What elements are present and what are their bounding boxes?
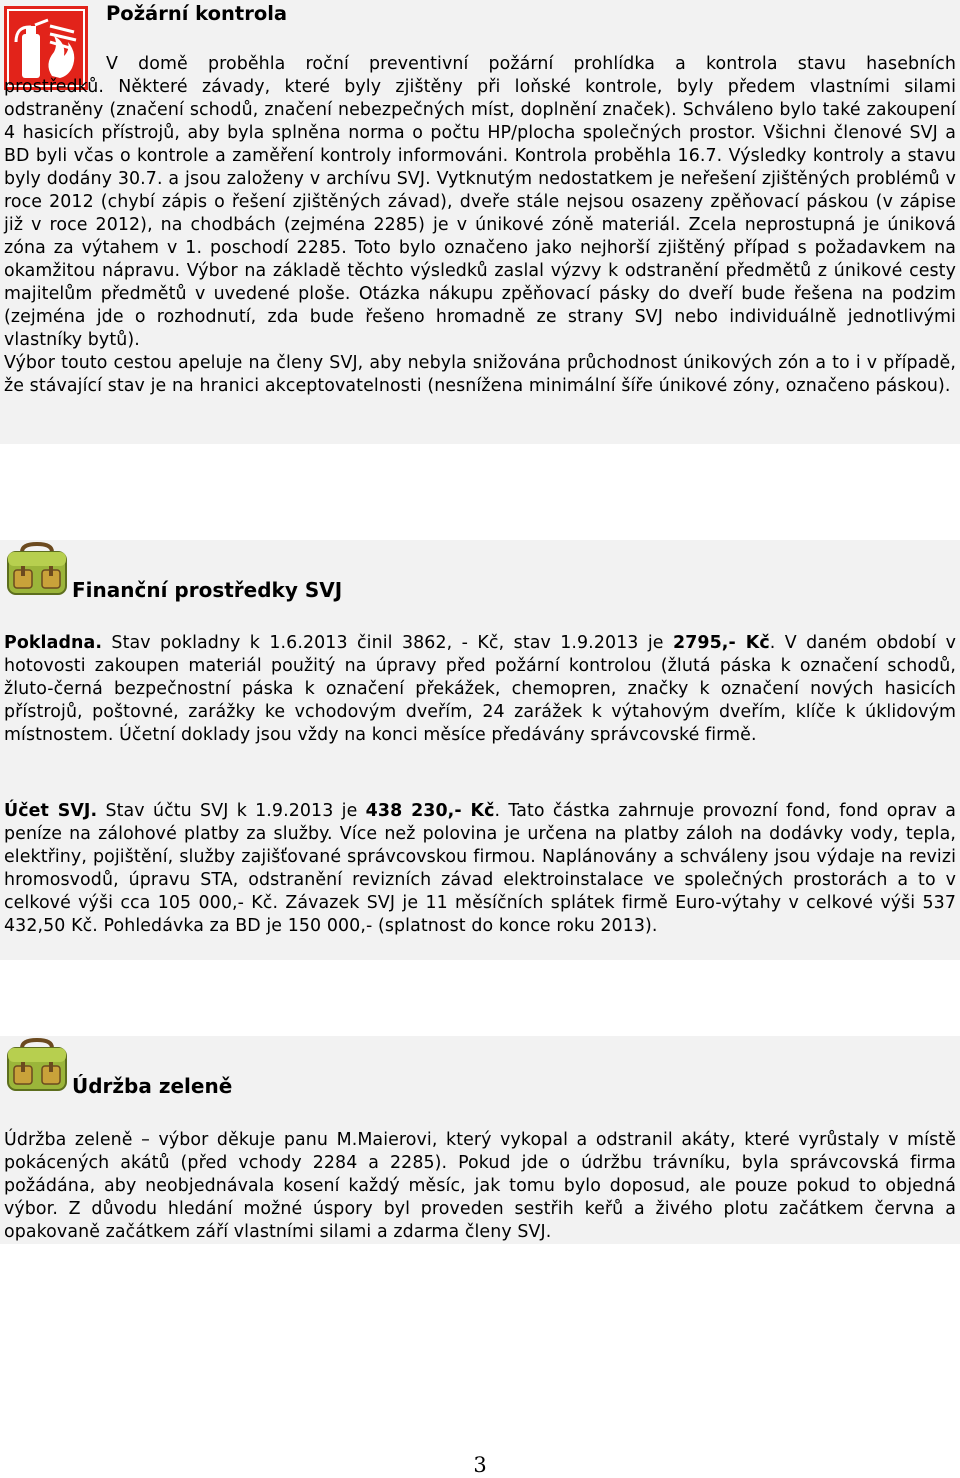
fire-paragraph-first-line: V domě proběhla roční preventivní požární prohlídka a kontrola stavu hasebních <box>106 54 956 74</box>
cash-label: Pokladna. <box>4 633 103 653</box>
cash-text-1: Stav pokladny k 1.6.2013 činil 3862, - Kč, stav 1.9.2013 je <box>102 633 673 653</box>
finance-heading: Finanční prostředky SVJ <box>72 578 343 602</box>
school-bag-icon <box>4 542 70 598</box>
fire-appeal-text: Výbor touto cestou apeluje na členy SVJ, aby nebyla snižována průchodnost únikových zón a to i v případě, že stávající stav je na hranici akceptovatelnosti (nesnížena minimální šíře únikové zóny, označeno páskou). <box>4 353 956 396</box>
cash-paragraph <box>4 632 956 747</box>
account-text-2: . Tato částka zahrnuje provozní fond, fond oprav a peníze na zálohové platby za služby. Více než polovina je určena na platby záloh na dodávky vody, tepla, elektřiny, pojištění, služby zajišťované správcovskou firmou. Naplánovány a schváleny jsou výdaje na revizi hromosvodů, úpravu STA, odstranění revizních závad elektroinstalace ve společných prostorách a to v celkové výši cca 105 000,- Kč. Závazek SVJ je 11 měsíčních splátek firmě Euro-výtahy v celkové výši 537 432,50 Kč. Pohledávka za BD je 150 000,- (splatnost do konce roku 2013). <box>4 801 956 936</box>
account-amount: 438 230,- Kč <box>365 801 495 821</box>
fire-paragraph-text: prostředků. Některé závady, které byly zjištěny při loňské kontrole, byly předem vlastními silami odstraněny (značení schodů, značení nebezpečných míst, doplnění značek). Schváleno bylo také zakoupení 4 hasicích přístrojů, aby byla splněna norma o počtu HP/plocha společných prostor. Všichni členové SVJ a BD byli včas o kontrole a zaměření kontroly informováni. Kontrola proběhla 16.7. Výsledky kontroly a stavu byly dodány 30.7. a jsou založeny v archívu SVJ. Vytknutým nedostatkem je neřešení zjištěných problémů v roce 2012 (chybí zápis o řešení zjištěných závad), dveře stále nejsou osazeny zpěňovací páskou (v zápise již v roce 2012), na chodbách (zejména 2285) je v únikové zóně materiál. Zcela neprostupná je úniková zóna za výtahem v 1. poschodí 2285. Toto bylo označeno jako nejhorší zjištěný případ s požadavkem na okamžitou nápravu. Výbor na základě těchto výsledků zaslal výzvy k odstranění předmětů z únikové cesty majitelům předmětů v uvedené ploše. Otázka nákupu zpěňovací pásky do dveří bude řešena na podzim (zejména jde o rozhodnutí, zda bude řešeno hromadně ze strany SVJ nebo individuálně jednotlivými vlastníky bytů). <box>4 77 956 350</box>
fire-inspection-heading: Požární kontrola <box>106 2 288 25</box>
greenery-paragraph: Údržba zeleně – výbor děkuje panu M.Maierovi, který vykopal a odstranil akáty, které vyrůstaly v místě pokácených akátů (před vchody 2284 a 2285). Pokud jde o údržbu trávníku, byla správcovská firma požádána, aby neobjednávala kosení každý měsíc, jak tomu bylo doposud, ale pouze pokud to objedná výbor. Z důvodu hledání možné úspory byl proveden sestřih keřů a živého plotu začátkem června a opakovaně začátkem září vlastními silami a zdarma členy SVJ. <box>4 1130 956 1242</box>
account-text-1: Stav účtu SVJ k 1.9.2013 je <box>97 801 366 821</box>
cash-text-2: . V daném období v hotovosti zakoupen materiál použitý na úpravy před požární kontrolou (žlutá páska k označení schodů, žluto-černá bezpečnostní páska k označení překážek, chemopren, značky k označení nových hasicích přístrojů, poštovné, zarážky ke vchodovým dveřím, 24 zarážek k výtahovým dveřím, klíče k úklidovým místnostem. Účetní doklady jsou vždy na konci měsíce předávány správcovské firmě. <box>4 633 957 745</box>
account-label: Účet SVJ. <box>4 801 98 821</box>
account-paragraph <box>4 800 956 938</box>
greenery-heading: Údržba zeleně <box>72 1074 233 1098</box>
fire-paragraph-body <box>4 76 956 398</box>
cash-amount: 2795,- Kč <box>673 633 770 653</box>
page-number: 3 <box>473 1453 487 1477</box>
school-bag-icon <box>4 1038 70 1094</box>
